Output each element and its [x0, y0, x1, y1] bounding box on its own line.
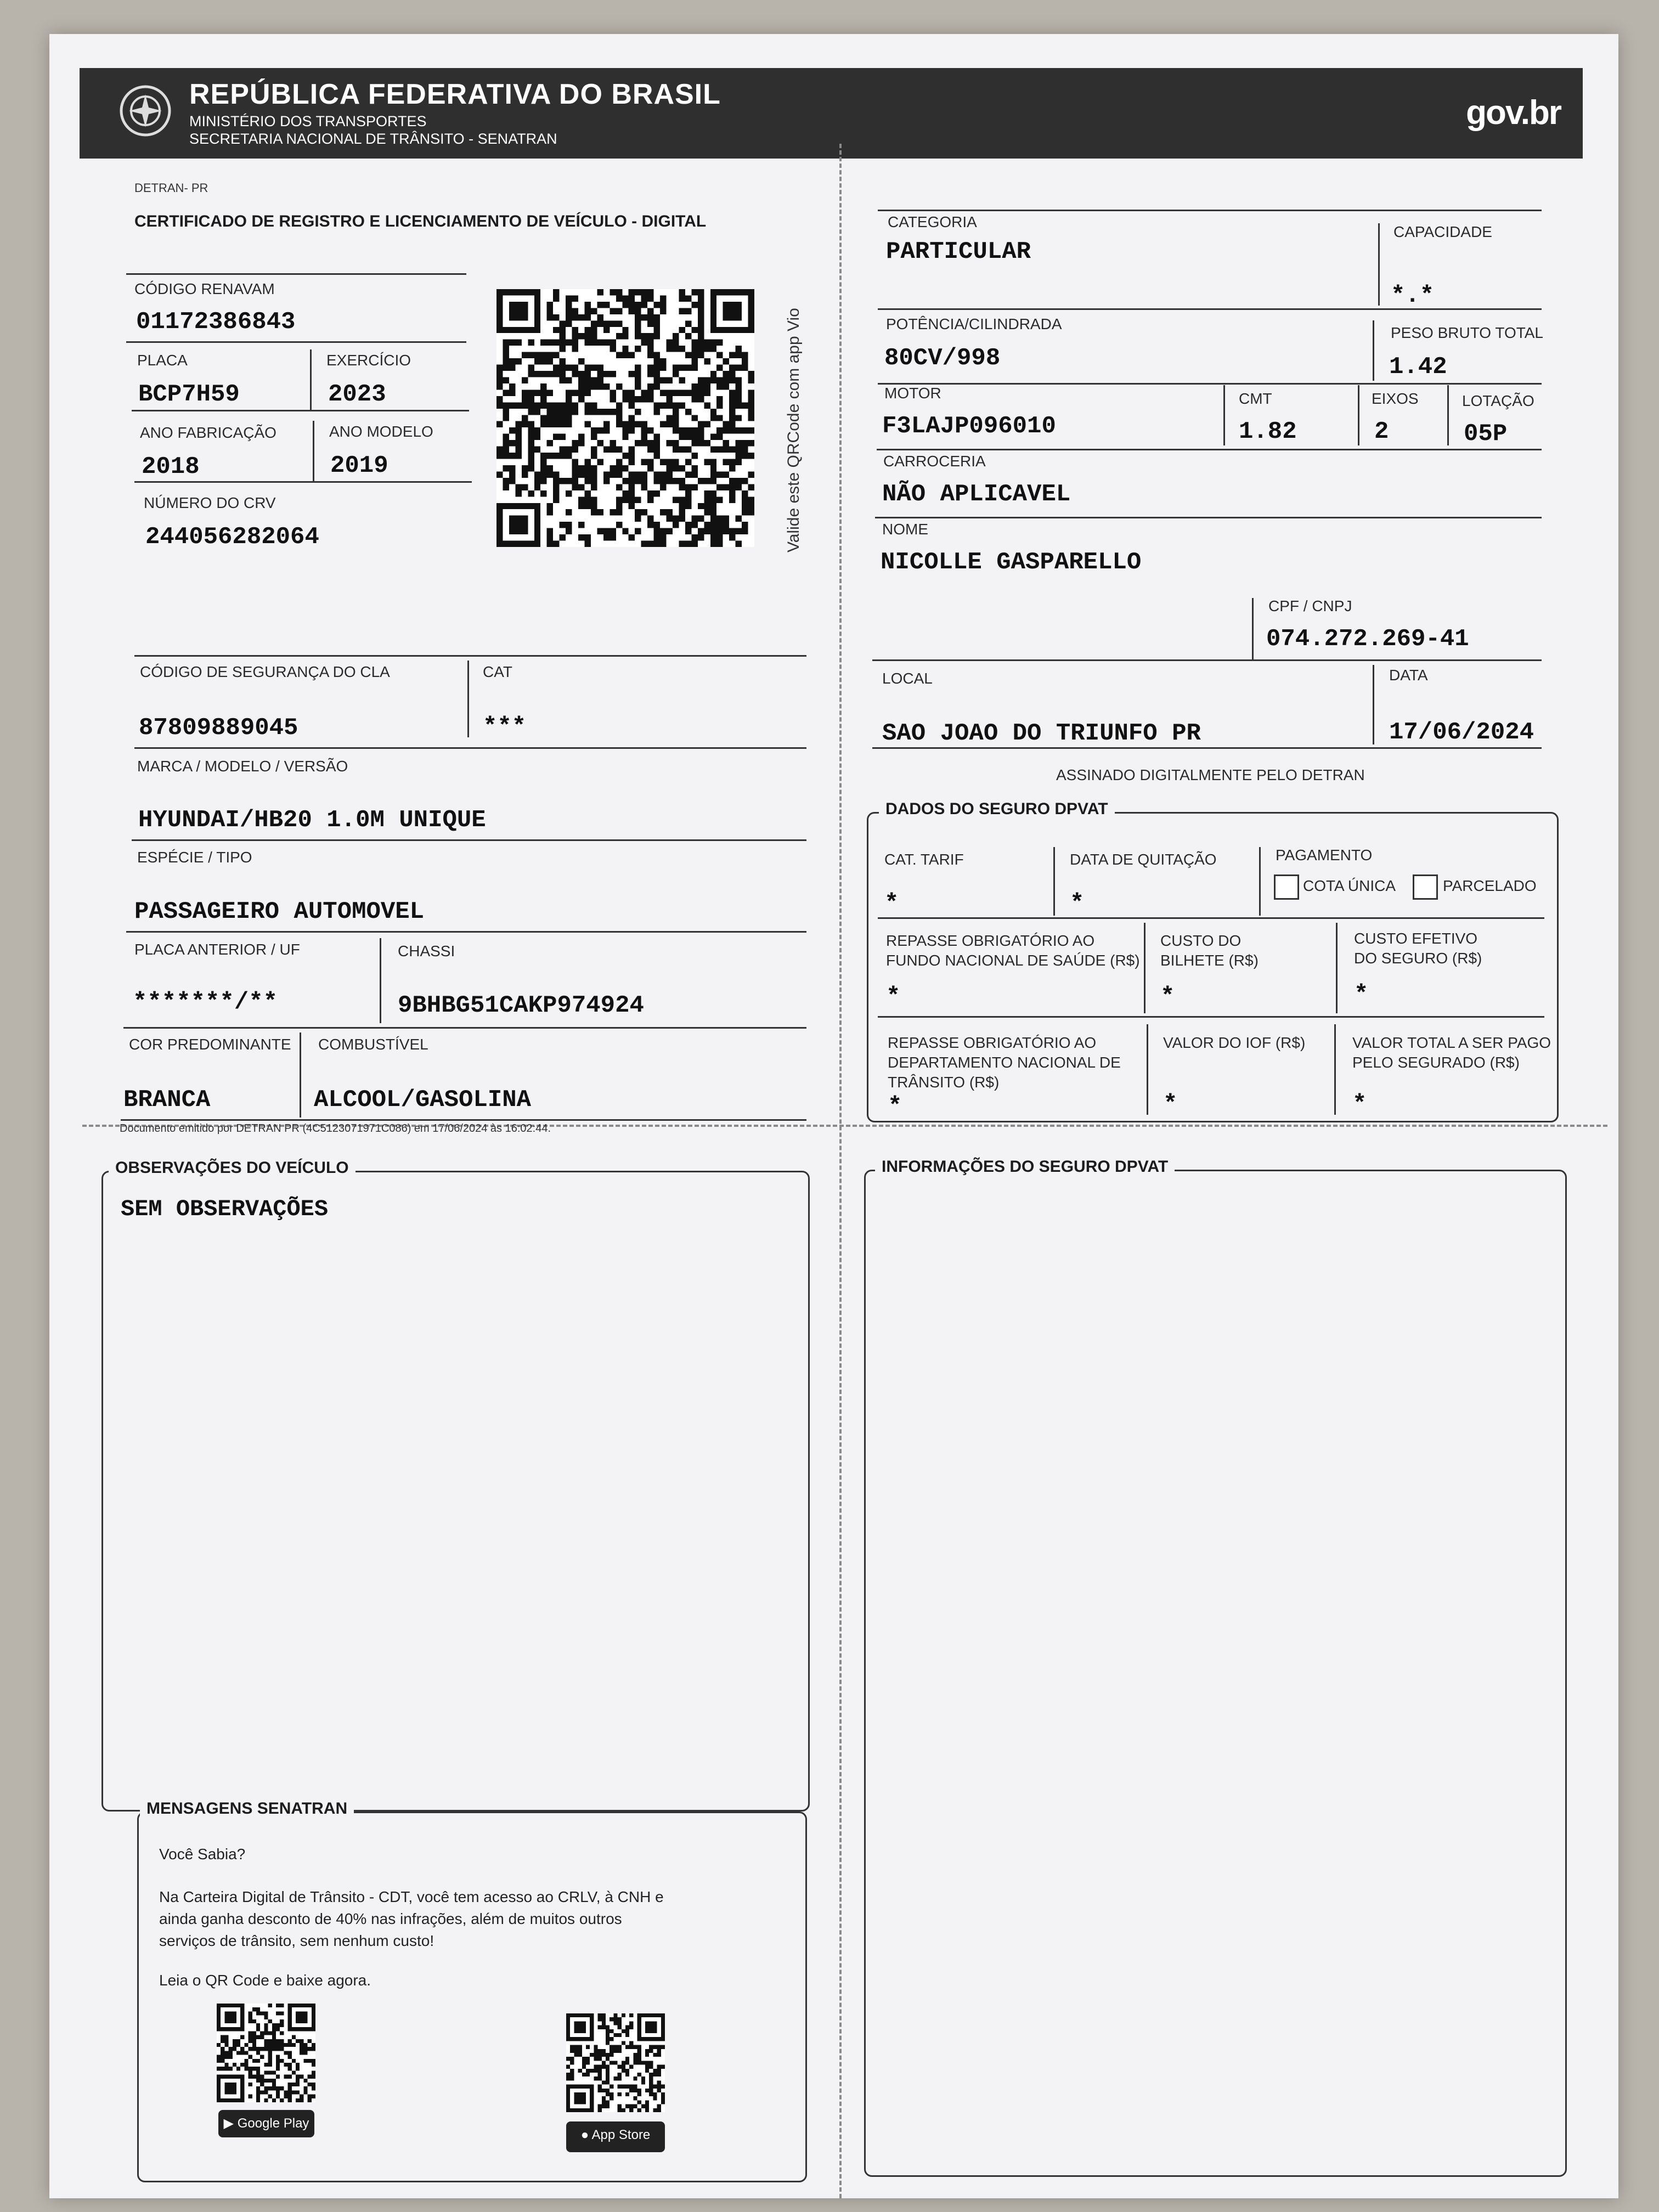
- divider: [1378, 223, 1380, 306]
- capacidade-label: CAPACIDADE: [1393, 223, 1492, 240]
- renavam-value: 01172386843: [136, 308, 296, 336]
- cla-value: 87809889045: [139, 714, 298, 742]
- divider: [872, 747, 1542, 749]
- marca-value: HYUNDAI/HB20 1.0M UNIQUE: [138, 806, 486, 834]
- assinado-note: ASSINADO DIGITALMENTE PELO DETRAN: [1056, 766, 1365, 783]
- cpf-value: 074.272.269-41: [1266, 625, 1469, 653]
- cor-value: BRANCA: [123, 1086, 211, 1114]
- combustivel-label: COMBUSTÍVEL: [318, 1036, 428, 1053]
- divider: [878, 917, 1544, 919]
- ano-fabricacao-label: ANO FABRICAÇÃO: [140, 424, 276, 441]
- cat-tarif-value: *: [884, 890, 899, 917]
- apple-icon: ●: [580, 2128, 589, 2142]
- ano-modelo-value: 2019: [330, 452, 388, 479]
- divider: [1144, 923, 1146, 1013]
- combustivel-value: ALCOOL/GASOLINA: [314, 1086, 532, 1114]
- custo-bilhete-label-2: BILHETE (R$): [1160, 952, 1259, 969]
- app-store-qr-code[interactable]: [566, 2013, 665, 2112]
- divider: [1447, 385, 1449, 445]
- mensagens-question: Você Sabia?: [159, 1846, 246, 1863]
- crv-value: 244056282064: [145, 523, 319, 551]
- divider: [121, 1119, 806, 1121]
- iof-value: *: [1163, 1091, 1178, 1118]
- eixos-label: EIXOS: [1372, 390, 1419, 407]
- lotacao-value: 05P: [1464, 420, 1508, 448]
- lotacao-label: LOTAÇÃO: [1462, 392, 1534, 409]
- parcelado-label: PARCELADO: [1443, 877, 1537, 894]
- cpf-label: CPF / CNPJ: [1268, 597, 1352, 614]
- divider: [310, 349, 312, 410]
- google-play-qr-code[interactable]: [217, 2004, 315, 2102]
- repasse-transito-label-3: TRÂNSITO (R$): [888, 1074, 1000, 1091]
- fold-line-vertical: [839, 144, 842, 2198]
- crlv-qr-code[interactable]: [496, 289, 754, 547]
- repasse-saude-label-2: FUNDO NACIONAL DE SAÚDE (R$): [886, 952, 1140, 969]
- chassi-label: CHASSI: [398, 943, 455, 960]
- renavam-label: CÓDIGO RENAVAM: [134, 280, 275, 297]
- data-label: DATA: [1389, 667, 1428, 684]
- peso-value: 1.42: [1389, 353, 1447, 381]
- divider: [1373, 665, 1374, 744]
- cmt-value: 1.82: [1239, 418, 1297, 445]
- eixos-value: 2: [1374, 418, 1389, 445]
- cat-value: ***: [483, 713, 527, 741]
- divider: [134, 747, 806, 749]
- especie-label: ESPÉCIE / TIPO: [137, 849, 252, 866]
- total-value: *: [1352, 1091, 1367, 1118]
- mensagens-line-2: ainda ganha desconto de 40% nas infrações, além de muitos outros: [159, 1910, 622, 1927]
- iof-label: VALOR DO IOF (R$): [1163, 1034, 1306, 1051]
- header-ministry: MINISTÉRIO DOS TRANSPORTES: [189, 113, 427, 129]
- mensagens-line-1: Na Carteira Digital de Trânsito - CDT, você tem acesso ao CRLV, à CNH e: [159, 1888, 664, 1905]
- app-store-label: App Store: [591, 2128, 651, 2142]
- info-dpvat-title: INFORMAÇÕES DO SEGURO DPVAT: [875, 1158, 1175, 1176]
- divider: [878, 1016, 1544, 1018]
- cmt-label: CMT: [1239, 390, 1272, 407]
- local-label: LOCAL: [882, 670, 933, 687]
- quitacao-label: DATA DE QUITAÇÃO: [1070, 851, 1217, 868]
- total-label-1: VALOR TOTAL A SER PAGO: [1352, 1034, 1551, 1051]
- custo-bilhete-label-1: CUSTO DO: [1160, 932, 1242, 949]
- divider: [300, 1032, 301, 1118]
- divider: [1358, 385, 1359, 445]
- divider: [313, 421, 314, 481]
- repasse-transito-label-2: DEPARTAMENTO NACIONAL DE: [888, 1054, 1121, 1071]
- govbr-logo: gov.br: [1466, 94, 1561, 132]
- parcelado-checkbox[interactable]: [1413, 874, 1438, 900]
- cat-tarif-label: CAT. TARIF: [884, 851, 964, 868]
- repasse-transito-label-1: REPASSE OBRIGATÓRIO AO: [888, 1034, 1097, 1051]
- observacoes-box: [101, 1171, 810, 1812]
- header-bar: [80, 68, 1583, 159]
- divider: [878, 308, 1542, 310]
- nome-label: NOME: [882, 521, 928, 538]
- issuer-label: DETRAN- PR: [134, 181, 208, 195]
- qr-caption: Valide este QRCode com app Vio: [785, 308, 803, 552]
- potencia-label: POTÊNCIA/CILINDRADA: [886, 315, 1062, 332]
- header-secretaria: SECRETARIA NACIONAL DE TRÂNSITO - SENATRAN: [189, 131, 557, 147]
- google-play-icon: ▶: [223, 2116, 234, 2131]
- cor-label: COR PREDOMINANTE: [129, 1036, 291, 1053]
- divider: [1053, 847, 1055, 916]
- emission-note: Documento emitido por DETRAN PR (4C5123071971C086) em 17/06/2024 às 16:02:44.: [120, 1122, 551, 1135]
- quitacao-value: *: [1070, 890, 1085, 917]
- app-store-badge[interactable]: [566, 2121, 665, 2152]
- divider: [467, 661, 469, 737]
- cla-label: CÓDIGO DE SEGURANÇA DO CLA: [140, 663, 390, 680]
- placa-label: PLACA: [137, 352, 188, 369]
- custo-bilhete-value: *: [1160, 983, 1175, 1011]
- placa-anterior-value: *******/**: [133, 989, 278, 1016]
- mensagens-line-3: serviços de trânsito, sem nenhum custo!: [159, 1932, 435, 1949]
- dpvat-title: DADOS DO SEGURO DPVAT: [879, 800, 1115, 819]
- local-value: SAO JOAO DO TRIUNFO PR: [882, 720, 1201, 747]
- google-play-label: Google Play: [237, 2116, 309, 2131]
- google-play-badge[interactable]: [218, 2110, 314, 2137]
- divider: [134, 481, 472, 483]
- divider: [1147, 1024, 1148, 1115]
- marca-label: MARCA / MODELO / VERSÃO: [137, 758, 348, 775]
- brasil-seal-icon: [118, 83, 173, 138]
- divider: [134, 655, 806, 657]
- pagamento-label: PAGAMENTO: [1276, 847, 1373, 864]
- chassi-value: 9BHBG51CAKP974924: [398, 992, 644, 1019]
- divider: [877, 449, 1542, 450]
- carroceria-label: CARROCERIA: [883, 453, 986, 470]
- custo-efetivo-label-2: DO SEGURO (R$): [1354, 950, 1482, 967]
- divider: [132, 410, 469, 411]
- document-title: CERTIFICADO DE REGISTRO E LICENCIAMENTO DE VEÍCULO - DIGITAL: [134, 212, 707, 230]
- document-sheet: [49, 34, 1618, 2198]
- cota-unica-label: COTA ÚNICA: [1303, 877, 1396, 894]
- divider: [126, 341, 466, 343]
- divider: [1334, 1024, 1336, 1115]
- ano-fabricacao-value: 2018: [142, 453, 200, 481]
- divider: [872, 659, 1542, 661]
- header-title: REPÚBLICA FEDERATIVA DO BRASIL: [189, 78, 721, 110]
- exercicio-label: EXERCÍCIO: [326, 352, 411, 369]
- ano-modelo-label: ANO MODELO: [329, 423, 433, 440]
- motor-label: MOTOR: [884, 385, 941, 402]
- mensagens-line-4: Leia o QR Code e baixe agora.: [159, 1972, 371, 1989]
- categoria-value: PARTICULAR: [886, 238, 1031, 266]
- divider: [1336, 923, 1338, 1013]
- repasse-transito-value: *: [888, 1093, 902, 1120]
- divider: [380, 938, 381, 1023]
- mensagens-title: MENSAGENS SENATRAN: [140, 1799, 354, 1818]
- cat-label: CAT: [483, 663, 512, 680]
- exercicio-value: 2023: [328, 381, 386, 408]
- peso-label: PESO BRUTO TOTAL: [1391, 324, 1544, 341]
- especie-value: PASSAGEIRO AUTOMOVEL: [134, 898, 425, 926]
- carroceria-value: NÃO APLICAVEL: [882, 481, 1071, 508]
- divider: [132, 839, 806, 841]
- potencia-value: 80CV/998: [884, 345, 1001, 372]
- divider: [1252, 598, 1254, 661]
- divider: [878, 383, 1542, 385]
- custo-efetivo-value: *: [1354, 981, 1369, 1008]
- data-value: 17/06/2024: [1389, 719, 1534, 746]
- divider: [1373, 320, 1374, 381]
- total-label-2: PELO SEGURADO (R$): [1352, 1054, 1520, 1071]
- categoria-label: CATEGORIA: [888, 213, 977, 230]
- divider: [1223, 385, 1225, 445]
- capacidade-value: *.*: [1391, 282, 1435, 309]
- custo-efetivo-label-1: CUSTO EFETIVO: [1354, 930, 1478, 947]
- divider: [875, 517, 1542, 518]
- info-dpvat-box: [864, 1170, 1567, 2177]
- divider: [126, 931, 806, 933]
- cota-unica-checkbox[interactable]: [1274, 874, 1299, 900]
- divider: [878, 210, 1542, 211]
- observacoes-text: SEM OBSERVAÇÕES: [121, 1196, 329, 1222]
- divider: [126, 273, 466, 275]
- crv-label: NÚMERO DO CRV: [144, 494, 276, 511]
- motor-value: F3LAJP096010: [882, 413, 1056, 440]
- divider: [123, 1027, 806, 1029]
- nome-value: NICOLLE GASPARELLO: [881, 549, 1142, 576]
- repasse-saude-label-1: REPASSE OBRIGATÓRIO AO: [886, 932, 1095, 949]
- placa-value: BCP7H59: [138, 381, 240, 408]
- observacoes-title: OBSERVAÇÕES DO VEÍCULO: [109, 1159, 356, 1177]
- repasse-saude-value: *: [886, 983, 901, 1011]
- divider: [1259, 847, 1261, 916]
- placa-anterior-label: PLACA ANTERIOR / UF: [134, 941, 300, 958]
